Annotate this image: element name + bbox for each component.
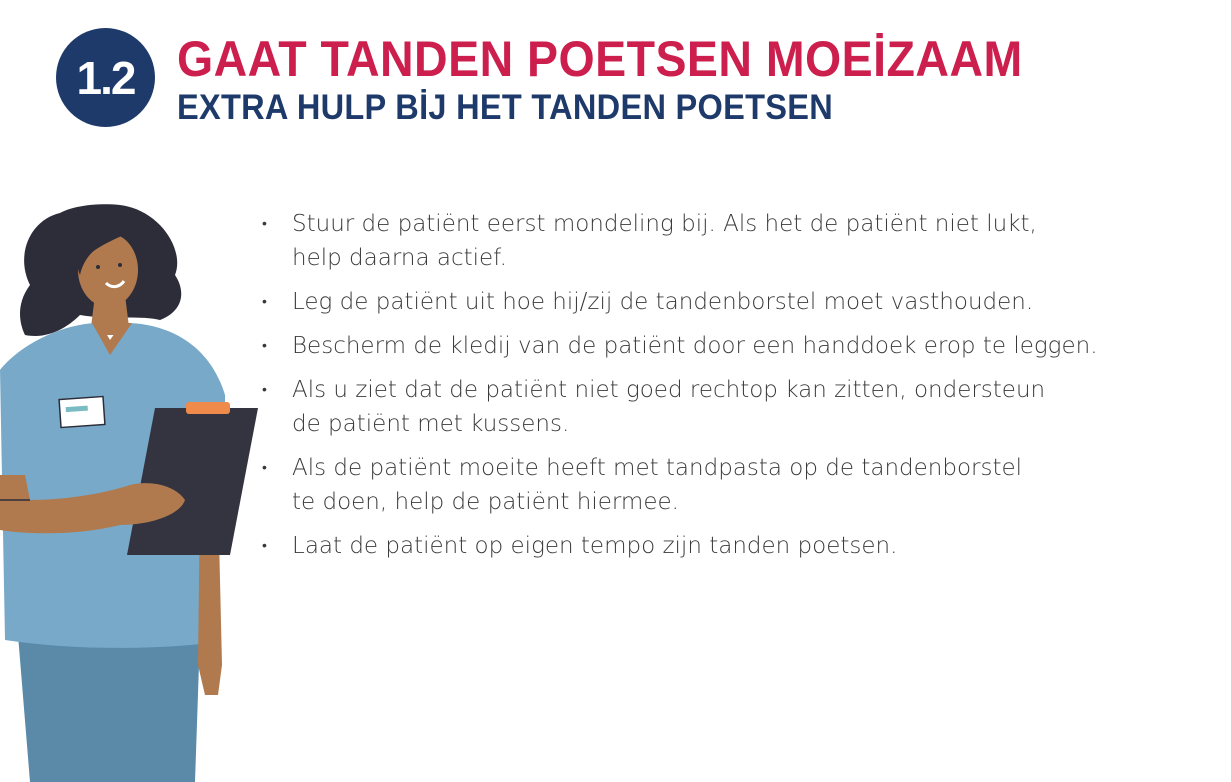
scrubs-pants-icon [18,635,200,782]
page-subtitle: EXTRA HULP BİJ HET TANDEN POETSEN [177,88,834,127]
clipboard-clip-icon [186,402,230,414]
bullet-icon: • [262,538,267,554]
list-item-text: Bescherm de kledij van de patiënt door een handdoek erop te leggen. [292,333,1098,359]
list-item-text: Als de patiënt moeite heeft met tandpasta op de tandenborstel [292,455,1023,481]
instruction-list [262,207,1182,573]
list-item [262,451,1182,519]
page-title: GAAT TANDEN POETSEN MOEİZAAM [177,31,1023,87]
section-number: 1.2 [76,51,135,104]
list-item-text: Laat de patiënt op eigen tempo zijn tanden poetsen. [292,533,898,559]
bullet-icon: • [262,382,267,398]
bullet-icon: • [262,338,267,354]
list-item-text: help daarna actief. [292,245,507,271]
nurse-with-clipboard-illustration [0,195,265,782]
list-item-text: Als u ziet dat de patiënt niet goed rechtop kan zitten, ondersteun [292,377,1046,403]
list-item [262,285,1182,319]
list-item [262,207,1182,275]
list-item-text: Leg de patiënt uit hoe hij/zij de tandenborstel moet vasthouden. [292,289,1034,315]
list-item [262,529,1182,563]
bullet-icon: • [262,216,267,232]
name-badge-icon [59,396,105,427]
bullet-icon: • [262,460,267,476]
list-item-text: Stuur de patiënt eerst mondeling bij. Als het de patiënt niet lukt, [292,211,1037,237]
list-item-text: de patiënt met kussens. [292,411,570,437]
bullet-icon: • [262,294,267,310]
list-item-text: te doen, help de patiënt hiermee. [292,489,679,515]
list-item [262,373,1182,441]
list-item [262,329,1182,363]
section-number-badge [56,28,155,127]
